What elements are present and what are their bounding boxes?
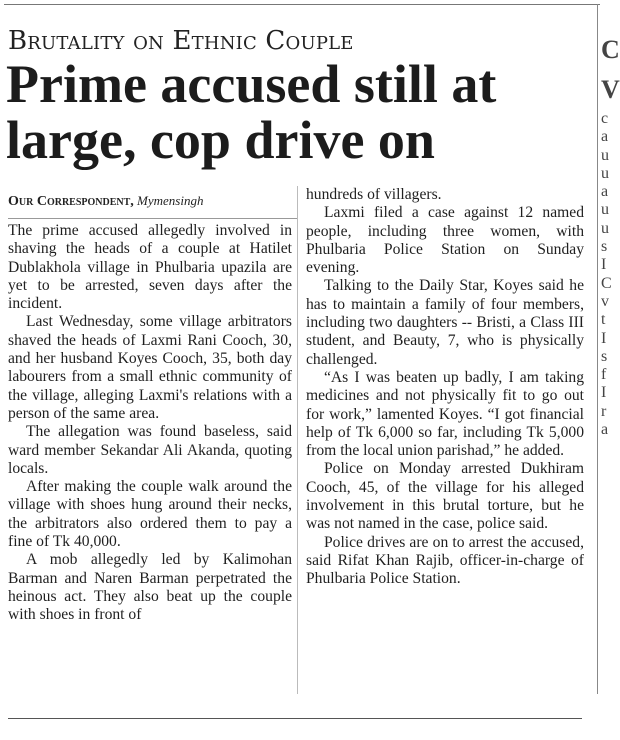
edge-letter: I bbox=[601, 329, 607, 347]
paragraph: After making the couple walk around the village with shoes hung around their necks, the arbitrators also ordered them to pay a fine of Tk 40,000. bbox=[8, 478, 292, 551]
edge-letter: I bbox=[601, 256, 607, 274]
bottom-rule bbox=[8, 718, 582, 719]
byline-name: Our Correspondent, bbox=[8, 194, 134, 209]
edge-letter: C bbox=[601, 35, 620, 64]
paragraph: “As I was beaten up badly, I am taking medicines and not physically fit to go out for work,” lamented Koyes. “I got financial help of Tk 6,000 so far, including Tk 5,000 from the local union parishad,” he added. bbox=[306, 368, 584, 460]
edge-letter: I bbox=[601, 384, 607, 402]
byline bbox=[8, 193, 298, 219]
edge-letter: V bbox=[601, 75, 620, 104]
edge-letter: u bbox=[601, 201, 609, 219]
paragraph: Police drives are on to arrest the accused, said Rifat Khan Rajib, officer-in-charge of Phulbaria Police Station. bbox=[306, 533, 584, 588]
paragraph: hundreds of villagers. bbox=[306, 186, 442, 203]
paragraph: The allegation was found baseless, said ward member Sekandar Ali Akanda, quoting locals. bbox=[8, 423, 292, 477]
paragraph: Talking to the Daily Star, Koyes said he has to maintain a family of four members, including two daughters -- Bristi, a Class III student, and Beauty, 7, who is physically challenged. bbox=[306, 277, 584, 368]
paragraph: Last Wednesday, some village arbitrators shaved the heads of Laxmi Rani Cooch, 30, and her husband Koyes Cooch, 35, both day labourers from a small ethnic community of the village, alleging Laxmi's relations with a person of the same area. bbox=[8, 313, 292, 422]
column-rule bbox=[597, 4, 598, 694]
column-divider bbox=[297, 186, 298, 694]
article-headline: Prime accused still at large, cop drive on bbox=[6, 54, 497, 170]
edge-letter: t bbox=[601, 311, 606, 329]
edge-letter: u bbox=[601, 164, 609, 182]
edge-letter: s bbox=[601, 347, 608, 365]
edge-letter: u bbox=[601, 219, 609, 237]
adjacent-article-edge bbox=[601, 30, 620, 720]
paragraph: The prime accused allegedly involved in shaving the heads of a couple at Hatilet Dublakhola village in Phulbaria upazila are yet to be arrested, seven days after the incident. bbox=[8, 222, 292, 313]
edge-letter: c bbox=[601, 110, 609, 127]
edge-letter: a bbox=[601, 183, 609, 201]
paragraph: Laxmi filed a case against 12 named people, including three women, with Phulbaria Police Station on Sunday evening. bbox=[306, 204, 584, 277]
edge-letter: a bbox=[601, 421, 609, 439]
top-rule bbox=[4, 4, 600, 5]
article-column-left bbox=[8, 222, 292, 625]
edge-letter: C bbox=[601, 274, 612, 292]
edge-letter: u bbox=[601, 146, 609, 164]
article-kicker: Brutality on Ethnic Couple bbox=[8, 26, 354, 56]
edge-letter: s bbox=[601, 238, 608, 256]
paragraph: A mob allegedly led by Kalimohan Barman and Naren Barman perpetrated the heinous act. They also beat up the couple with shoes in front of bbox=[8, 551, 292, 624]
byline-location: Mymensingh bbox=[137, 193, 204, 208]
edge-letter: f bbox=[601, 366, 607, 384]
edge-letter: v bbox=[601, 292, 609, 310]
edge-letter: r bbox=[601, 402, 607, 420]
edge-letter: a bbox=[601, 128, 609, 146]
article-column-right bbox=[306, 186, 584, 589]
paragraph: Police on Monday arrested Dukhiram Cooch, 45, of the village for his alleged involvement in this brutal torture, but he was not named in the case, police said. bbox=[306, 460, 584, 533]
